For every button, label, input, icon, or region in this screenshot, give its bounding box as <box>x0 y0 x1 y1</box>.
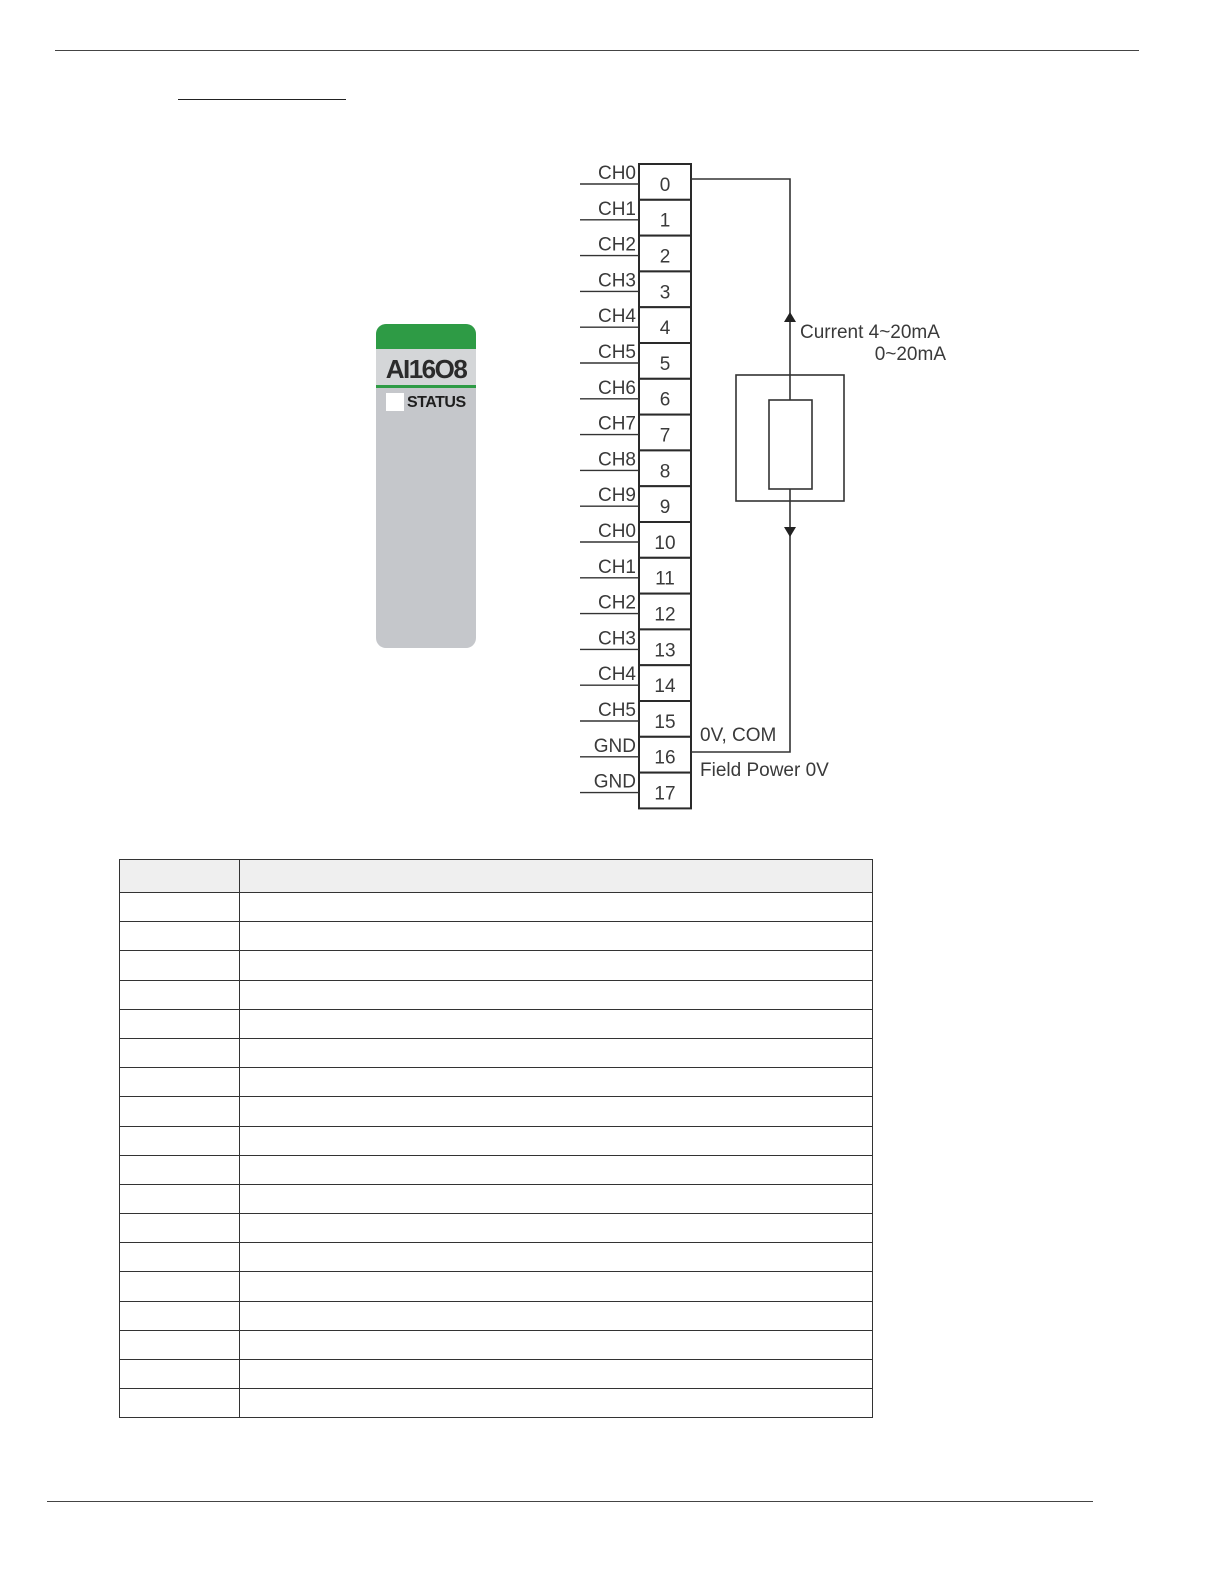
terminal-number: 9 <box>659 497 671 519</box>
terminal-label: CH0 <box>597 521 636 542</box>
field-power-label: Field Power 0V <box>700 760 829 781</box>
table-cell-pin <box>120 893 240 922</box>
pin-description-table <box>119 859 873 1418</box>
table-cell-pin <box>120 1389 240 1418</box>
table-row <box>120 1330 873 1359</box>
table-row <box>120 1126 873 1155</box>
table-row <box>120 1301 873 1330</box>
terminal-number: 3 <box>659 282 671 304</box>
table-row <box>120 1009 873 1038</box>
table-cell-pin <box>120 1243 240 1272</box>
table-cell-description <box>240 1243 873 1272</box>
terminal-label: CH9 <box>597 485 636 507</box>
arrow-down-icon <box>784 527 796 537</box>
terminal-label: CH1 <box>597 556 636 578</box>
table-row <box>120 1068 873 1097</box>
bottom-rule <box>47 1501 1093 1502</box>
module-title: AI16O8 <box>385 354 467 384</box>
terminal-number: 2 <box>659 246 671 268</box>
table-row <box>120 1184 873 1213</box>
table-cell-pin <box>120 1009 240 1038</box>
table-row <box>120 1038 873 1067</box>
table-row <box>120 1243 873 1272</box>
table-row <box>120 1214 873 1243</box>
terminal-label: GND <box>593 771 636 793</box>
terminal-number: 10 <box>654 532 676 554</box>
terminal-number: 4 <box>659 318 671 340</box>
table-cell-pin <box>120 1126 240 1155</box>
header-cell-description <box>240 860 873 893</box>
table-cell-description <box>240 1360 873 1389</box>
table-cell-description <box>240 1301 873 1330</box>
terminal-number: 17 <box>654 783 676 805</box>
arrow-up-icon <box>784 312 796 322</box>
table-cell-description <box>240 1097 873 1126</box>
table-row <box>120 1389 873 1418</box>
table-row <box>120 1360 873 1389</box>
wire-bottom <box>691 489 790 752</box>
table-cell-description <box>240 1038 873 1067</box>
terminal-label: CH4 <box>597 306 636 328</box>
table-cell-pin <box>120 1155 240 1184</box>
current-label-line1: Current 4~20mA <box>800 322 940 343</box>
table-cell-pin <box>120 1330 240 1359</box>
table-cell-pin <box>120 951 240 980</box>
terminal-number: 8 <box>659 461 671 483</box>
table-cell-pin <box>120 1038 240 1067</box>
terminal-number: 16 <box>654 747 676 769</box>
table-cell-pin <box>120 980 240 1009</box>
table-cell-pin <box>120 922 240 951</box>
terminal-label: CH2 <box>597 234 636 256</box>
table-cell-pin <box>120 1068 240 1097</box>
table-cell-pin <box>120 1272 240 1301</box>
terminal-label: CH5 <box>597 700 636 721</box>
terminal-label: CH4 <box>597 664 636 686</box>
table-cell-description <box>240 893 873 922</box>
table-cell-description <box>240 980 873 1009</box>
terminal-number: 11 <box>655 568 675 590</box>
load-resistor-icon <box>769 400 812 489</box>
table-cell-pin <box>120 1360 240 1389</box>
table-row <box>120 922 873 951</box>
table-cell-pin <box>120 1097 240 1126</box>
terminal-number: 1 <box>659 210 671 232</box>
terminal-label: CH3 <box>597 628 636 650</box>
table-header-row <box>120 860 873 893</box>
table-cell-description <box>240 1184 873 1213</box>
table-cell-description <box>240 1389 873 1418</box>
table-row <box>120 1155 873 1184</box>
table-row <box>120 980 873 1009</box>
table-cell-description <box>240 1068 873 1097</box>
table-cell-description <box>240 1272 873 1301</box>
header-cell-pin <box>120 860 240 893</box>
terminal-number: 12 <box>654 604 676 626</box>
table-cell-description <box>240 951 873 980</box>
status-label: STATUS <box>407 394 466 411</box>
table-row <box>120 893 873 922</box>
table-row <box>120 1097 873 1126</box>
terminal-number: 13 <box>654 640 676 662</box>
table-cell-description <box>240 1009 873 1038</box>
table-row <box>120 951 873 980</box>
current-label-line2: 0~20mA <box>874 344 946 365</box>
table-cell-pin <box>120 1184 240 1213</box>
terminal-label: CH7 <box>597 413 636 435</box>
table-cell-pin <box>120 1214 240 1243</box>
terminal-number: 7 <box>659 425 671 447</box>
terminal-number: 15 <box>654 711 676 733</box>
terminal-number: 0 <box>659 174 671 196</box>
terminal-number: 5 <box>659 353 671 375</box>
terminal-label: CH8 <box>597 449 636 471</box>
com-label: 0V, COM <box>700 725 777 746</box>
table-cell-description <box>240 1155 873 1184</box>
table-body <box>120 893 873 1418</box>
wire-top <box>691 179 790 400</box>
terminal-label: CH3 <box>597 270 636 292</box>
table-cell-description <box>240 922 873 951</box>
terminal-number: 6 <box>659 389 671 411</box>
terminal-label: CH2 <box>597 592 636 614</box>
terminal-label: CH5 <box>597 342 636 363</box>
terminal-label: CH1 <box>597 198 636 220</box>
terminal-number: 14 <box>654 676 676 698</box>
terminal-label: GND <box>593 735 636 757</box>
table-cell-pin <box>120 1301 240 1330</box>
terminal-block <box>580 163 691 808</box>
load-circuit <box>691 179 844 752</box>
terminal-label: CH6 <box>597 377 636 399</box>
terminal-label: CH0 <box>597 163 636 184</box>
table-cell-description <box>240 1214 873 1243</box>
table-row <box>120 1272 873 1301</box>
table-cell-description <box>240 1330 873 1359</box>
table-cell-description <box>240 1126 873 1155</box>
